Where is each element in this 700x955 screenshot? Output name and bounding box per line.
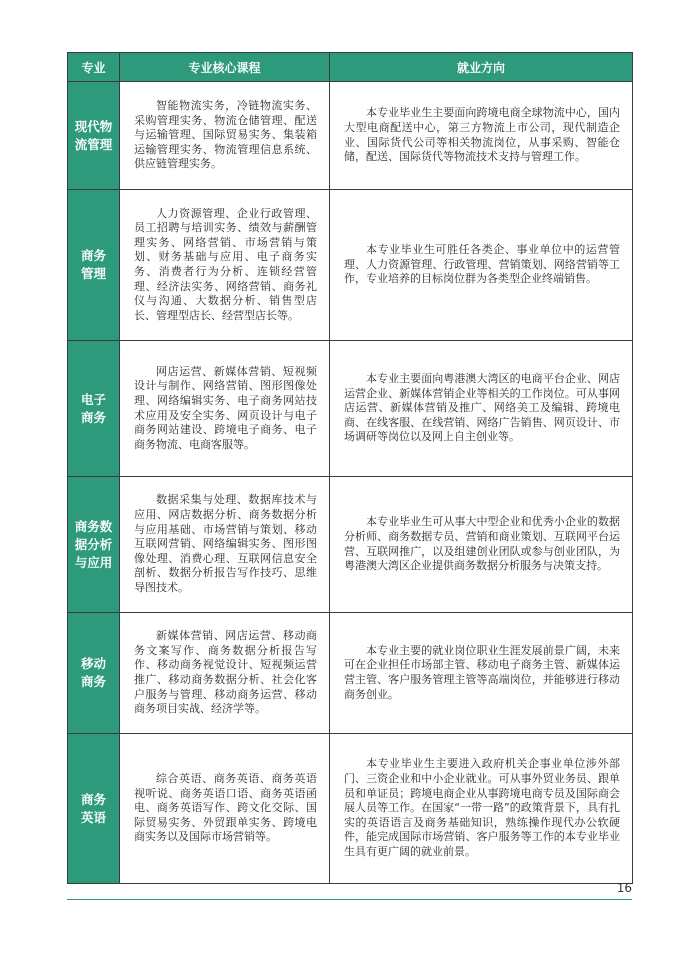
careers-cell bbox=[330, 477, 633, 613]
careers-text: 本专业主要的就业岗位职业生涯发展前景广阔，未来可在企业担任市场部主管、移动电子商务主管、新媒体运营主管、客户服务管理主管等高端岗位，并能够进行移动商务创业。 bbox=[344, 643, 620, 701]
careers-cell bbox=[330, 190, 633, 341]
majors-table bbox=[67, 52, 633, 884]
major-name-line: 据分析 bbox=[74, 536, 113, 552]
careers-text: 本专业毕业生主要进入政府机关企事业单位涉外部门、三资企业和中小企业就业。可从事外贸业务员、跟单员和单证员；跨境电商企业从事跨境电商专员及国际商会展人员等工作。在国家“一带一路”的政策背景下，具有扎实的英语语言及商务基础知识，熟练操作现代办公软硬件，能完成国际市场营销、客户服务等工作的本专业毕业生具有更广阔的就业前景。 bbox=[344, 757, 620, 858]
major-name-line: 商务 bbox=[80, 409, 106, 425]
page-number: 16 bbox=[616, 881, 632, 895]
major-name-line: 商务 bbox=[80, 791, 106, 807]
major-name-cell bbox=[68, 613, 120, 734]
table-row bbox=[68, 82, 633, 190]
major-name-line: 英语 bbox=[80, 809, 106, 825]
major-name-cell bbox=[68, 82, 120, 190]
courses-text: 智能物流实务，冷链物流实务、采购管理实务、物流仓储管理、配送与运输管理、国际贸易实务、集装箱运输管理实务、物流管理信息系统、供应链管理实务。 bbox=[134, 99, 317, 171]
header-major: 专业 bbox=[68, 53, 120, 82]
major-name-cell bbox=[68, 477, 120, 613]
careers-text: 本专业毕业生主要面向跨境电商全球物流中心，国内大型电商配送中心，第三方物流上市公司，现代制造企业、国际货代公司等相关物流岗位，从事采购、智能仓储，配送、国际货代等物流技术支持与管理工作。 bbox=[344, 106, 620, 164]
major-name-line: 电子 bbox=[80, 391, 106, 407]
table-header-row bbox=[68, 53, 633, 82]
major-name-line: 管理 bbox=[80, 266, 106, 281]
table-row bbox=[68, 477, 633, 613]
major-name-cell bbox=[68, 190, 120, 341]
major-name-line: 商务 bbox=[80, 674, 106, 689]
courses-text: 数据采集与处理、数据库技术与应用、网店数据分析、商务数据分析与应用基础、市场营销与策划、移动互联网营销、网络编辑实务、图形图像处理、消费心理、互联网信息安全剖析、数据分析报告写作技巧、思维导图技术。 bbox=[134, 493, 317, 594]
major-name-line: 商务 bbox=[80, 248, 106, 263]
courses-cell bbox=[120, 82, 330, 190]
courses-text: 新媒体营销、网店运营、移动商务文案写作、商务数据分析报告写作、移动商务视觉设计、短视频运营推广、移动商务数据分析、社会化客户服务与管理、移动商务运营、移动商务项目实战、经济学等。 bbox=[134, 629, 317, 716]
careers-text: 本专业毕业生可胜任各类企、事业单位中的运营管理、人力资源管理、行政管理、营销策划、网络营销等工作，专业培养的目标岗位群为各类型企业终端销售。 bbox=[344, 243, 620, 286]
careers-cell bbox=[330, 341, 633, 477]
header-career-direction: 就业方向 bbox=[330, 53, 633, 82]
courses-text: 综合英语、商务英语、商务英语视听说、商务英语口语、商务英语函电、商务英语写作、跨文化交际、国际贸易实务、外贸跟单实务、跨境电商实务以及国际市场营销等。 bbox=[134, 772, 317, 844]
major-name-line: 移动 bbox=[80, 656, 106, 671]
major-name-line: 流管理 bbox=[74, 136, 113, 152]
courses-cell bbox=[120, 477, 330, 613]
courses-cell bbox=[120, 613, 330, 734]
major-name-cell bbox=[68, 341, 120, 477]
major-name-line: 现代物 bbox=[74, 118, 113, 134]
careers-text: 本专业毕业生可从事大中型企业和优秀小企业的数据分析师、商务数据专员、营销和商业策划、互联网平台运营、互联网推广，以及组建创业团队或参与创业团队，为粤港澳大湾区企业提供商务数据分析服务与决策支持。 bbox=[344, 515, 620, 573]
courses-cell bbox=[120, 190, 330, 341]
table-row bbox=[68, 190, 633, 341]
table-row bbox=[68, 341, 633, 477]
table-row bbox=[68, 734, 633, 884]
header-core-courses: 专业核心课程 bbox=[120, 53, 330, 82]
careers-cell bbox=[330, 613, 633, 734]
courses-cell bbox=[120, 341, 330, 477]
careers-cell bbox=[330, 734, 633, 884]
courses-cell bbox=[120, 734, 330, 884]
courses-text: 网店运营、新媒体营销、短视频设计与制作、网络营销、图形图像处理、网络编辑实务、电子商务网站技术应用及安全实务、网页设计与电子商务网站建设、跨境电子商务、电子商务物流、电商客服等。 bbox=[134, 364, 317, 451]
footer-divider bbox=[67, 899, 632, 900]
major-name-cell bbox=[68, 734, 120, 884]
careers-text: 本专业主要面向粤港澳大湾区的电商平台企业、网店运营企业、新媒体营销企业等相关的工作岗位。可从事网店运营、新媒体营销及推广、网络美工及编辑、跨境电商、在线客服、在线营销、网络广告销售、网页设计、市场调研等岗位以及网上自主创业等。 bbox=[344, 372, 620, 444]
careers-cell bbox=[330, 82, 633, 190]
major-name-line: 与应用 bbox=[74, 554, 113, 570]
courses-text: 人力资源管理、企业行政管理、员工招聘与培训实务、绩效与薪酬管理实务、网络营销、市场营销与策划、财务基础与应用、电子商务实务、消费者行为分析、连锁经营管理、经济法实务、网络营销、商务礼仪与沟通、大数据分析、销售型店长、管理型店长、经营型店长等。 bbox=[134, 206, 317, 322]
table-row bbox=[68, 613, 633, 734]
major-name-line: 商务数 bbox=[74, 518, 113, 534]
